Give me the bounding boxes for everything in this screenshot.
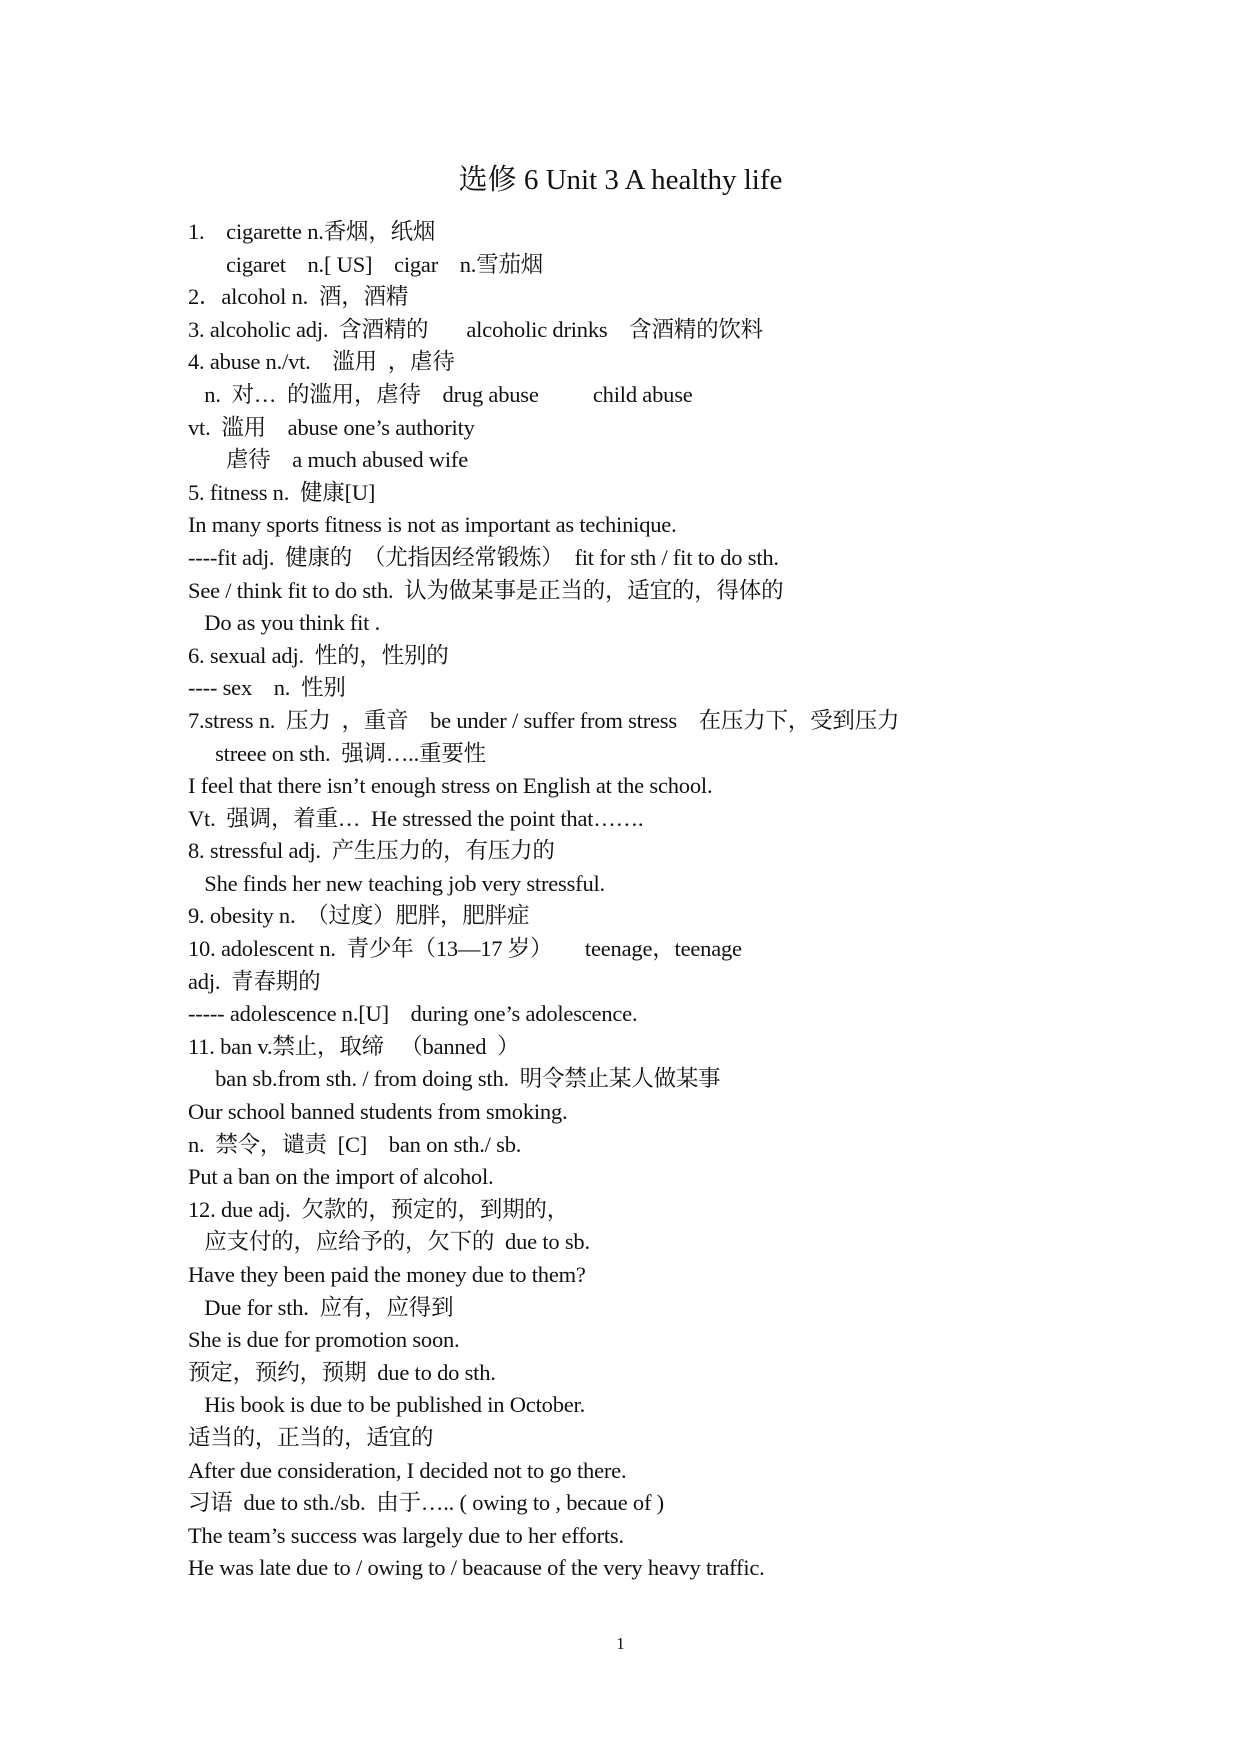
text-line: Have they been paid the money due to them? bbox=[188, 1262, 586, 1287]
text-line: ----- adolescence n.[U] during one’s adolescence. bbox=[188, 1001, 638, 1027]
text-line: She is due for promotion soon. bbox=[188, 1327, 460, 1353]
text-line: 1. cigarette n.香烟，纸烟 bbox=[188, 219, 436, 244]
text-line: vt. 滥用 abuse one’s authority bbox=[188, 414, 475, 440]
text-line: Due for sth. 应有，应得到 bbox=[188, 1294, 454, 1320]
text-line: 2．alcohol n. 酒，酒精 bbox=[188, 284, 409, 310]
text-line: He was late due to / owing to / beacause of the very heavy traffic. bbox=[188, 1555, 765, 1581]
page-title: 选修 6 Unit 3 A healthy life bbox=[458, 164, 783, 196]
text-line: His book is due to be published in October. bbox=[188, 1392, 586, 1418]
text-line: n. 禁令，谴责 [C] ban on sth./ sb. bbox=[188, 1131, 522, 1157]
text-line: 5. fitness n. 健康[U] bbox=[188, 479, 376, 505]
text-line: 4. abuse n./vt. 滥用 ，虐待 bbox=[188, 349, 455, 375]
text-line: 3. alcoholic adj. 含酒精的 alcoholic drinks 含酒精的饮料 bbox=[188, 316, 763, 342]
text-line: streee on sth. 强调…..重要性 bbox=[188, 740, 486, 766]
text-line: 11. ban v.禁止，取缔 （banned ） bbox=[188, 1033, 520, 1059]
text-line: Our school banned students from smoking. bbox=[188, 1099, 568, 1125]
text-line: 应支付的，应给予的，欠下的 due to sb. bbox=[188, 1229, 590, 1255]
page-number: 1 bbox=[616, 1634, 625, 1653]
text-line: After due consideration, I decided not to go there. bbox=[188, 1457, 627, 1483]
text-line: ----fit adj. 健康的 （尤指因经常锻炼） fit for sth / fit to do sth. bbox=[188, 544, 779, 570]
text-line: 6. sexual adj. 性的，性别的 bbox=[188, 642, 449, 668]
text-line: 习语 due to sth./sb. 由于….. ( owing to , becaue of ) bbox=[188, 1490, 664, 1516]
text-line: cigaret n.[ US] cigar n.雪茄烟 bbox=[188, 251, 544, 277]
text-line: adj. 青春期的 bbox=[188, 968, 321, 994]
text-line: 虐待 a much abused wife bbox=[188, 447, 468, 473]
text-line: Do as you think fit . bbox=[188, 610, 381, 636]
text-line: The team’s success was largely due to her efforts. bbox=[188, 1522, 624, 1548]
text-line: Vt. 强调，着重… He stressed the point that……. bbox=[188, 805, 644, 831]
text-line: I feel that there isn’t enough stress on English at the school. bbox=[188, 773, 713, 799]
text-line: In many sports fitness is not as important as techinique. bbox=[188, 512, 677, 538]
text-line: 7.stress n. 压力 ，重音 be under / suffer from stress 在压力下，受到压力 bbox=[188, 707, 900, 733]
text-line: 预定，预约，预期 due to do sth. bbox=[188, 1359, 496, 1385]
text-line: ---- sex n. 性别 bbox=[188, 675, 346, 701]
text-line: Put a ban on the import of alcohol. bbox=[188, 1164, 494, 1190]
text-line: 12. due adj. 欠款的，预定的，到期的， bbox=[188, 1196, 570, 1222]
vocabulary-notes bbox=[188, 216, 1188, 1585]
text-line: 适当的，正当的，适宜的 bbox=[188, 1424, 434, 1450]
text-line: 8. stressful adj. 产生压力的，有压力的 bbox=[188, 838, 555, 864]
text-line: She finds her new teaching job very stressful. bbox=[188, 870, 605, 896]
text-line: See / think fit to do sth. 认为做某事是正当的，适宜的，得体的 bbox=[188, 577, 784, 603]
text-line: 9. obesity n. （过度）肥胖，肥胖症 bbox=[188, 903, 530, 929]
text-line: n. 对… 的滥用，虐待 drug abuse child abuse bbox=[188, 381, 693, 407]
text-line: 10. adolescent n. 青少年（13—17 岁） teenage，teenage bbox=[188, 936, 742, 962]
text-line: ban sb.from sth. / from doing sth. 明令禁止某人做某事 bbox=[188, 1066, 721, 1092]
